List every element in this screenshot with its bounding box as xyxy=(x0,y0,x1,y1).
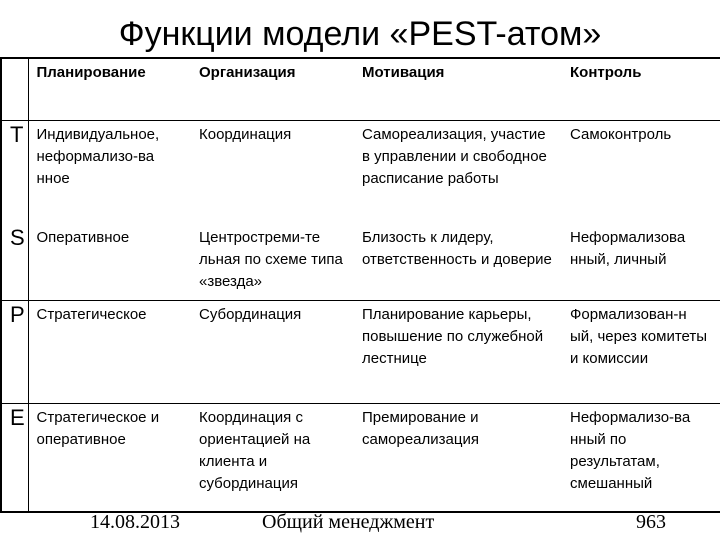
footer-date: 14.08.2013 xyxy=(90,511,180,533)
table-cell: Близость к лидеру, ответственность и доверие xyxy=(362,228,552,268)
row-letter-p: P xyxy=(1,301,28,404)
table-row-e xyxy=(1,404,720,512)
row-letter-t: T xyxy=(1,121,28,224)
table-cell: Стратегическое xyxy=(36,306,147,323)
column-header-motivation: Мотивация xyxy=(362,64,445,81)
table-cell: Оперативное xyxy=(36,228,130,246)
row-letter-e: E xyxy=(1,404,28,512)
table-cell: Субординация xyxy=(199,306,302,323)
table-cell: Самореализация, участие в управлении и свободное расписание работы xyxy=(362,126,547,187)
table-cell: Планирование карьеры, повышение по служебной лестнице xyxy=(362,306,544,367)
table-row-t xyxy=(1,121,720,224)
column-header-control: Контроль xyxy=(562,58,720,121)
table-cell: Центростреми-те льная по схеме типа «звезда» xyxy=(199,228,343,290)
column-header-planning: Планирование xyxy=(36,64,146,81)
table-row-p xyxy=(1,301,720,404)
table-cell: Неформализова нный, личный xyxy=(562,224,720,301)
table-cell: Премирование и самореализация xyxy=(362,409,479,448)
table-cell: Координация xyxy=(199,126,292,143)
column-header-organization: Организация xyxy=(199,64,296,81)
footer-page-number: 963 xyxy=(636,511,666,533)
slide-title: Функции модели «PEST-атом» xyxy=(118,15,602,53)
table-cell: Самоконтроль xyxy=(562,121,720,224)
table-cell: Формализован-н ый, через комитеты и комиссии xyxy=(562,301,720,404)
row-letter-s: S xyxy=(1,224,28,301)
table-cell: Координация с ориентацией на клиента и субординация xyxy=(199,409,311,492)
table-row-s xyxy=(1,224,720,301)
table-cell: Стратегическое и оперативное xyxy=(36,409,160,448)
footer-course-name: Общий менеджмент xyxy=(262,511,435,533)
table-header-row xyxy=(1,58,720,121)
table-cell: Индивидуальное, неформализо-ва нное xyxy=(36,126,160,187)
table-corner-cell xyxy=(1,58,28,121)
table-cell: Неформализо-ва нный по результатам, смешанный xyxy=(562,404,720,512)
pest-functions-table xyxy=(0,57,720,513)
